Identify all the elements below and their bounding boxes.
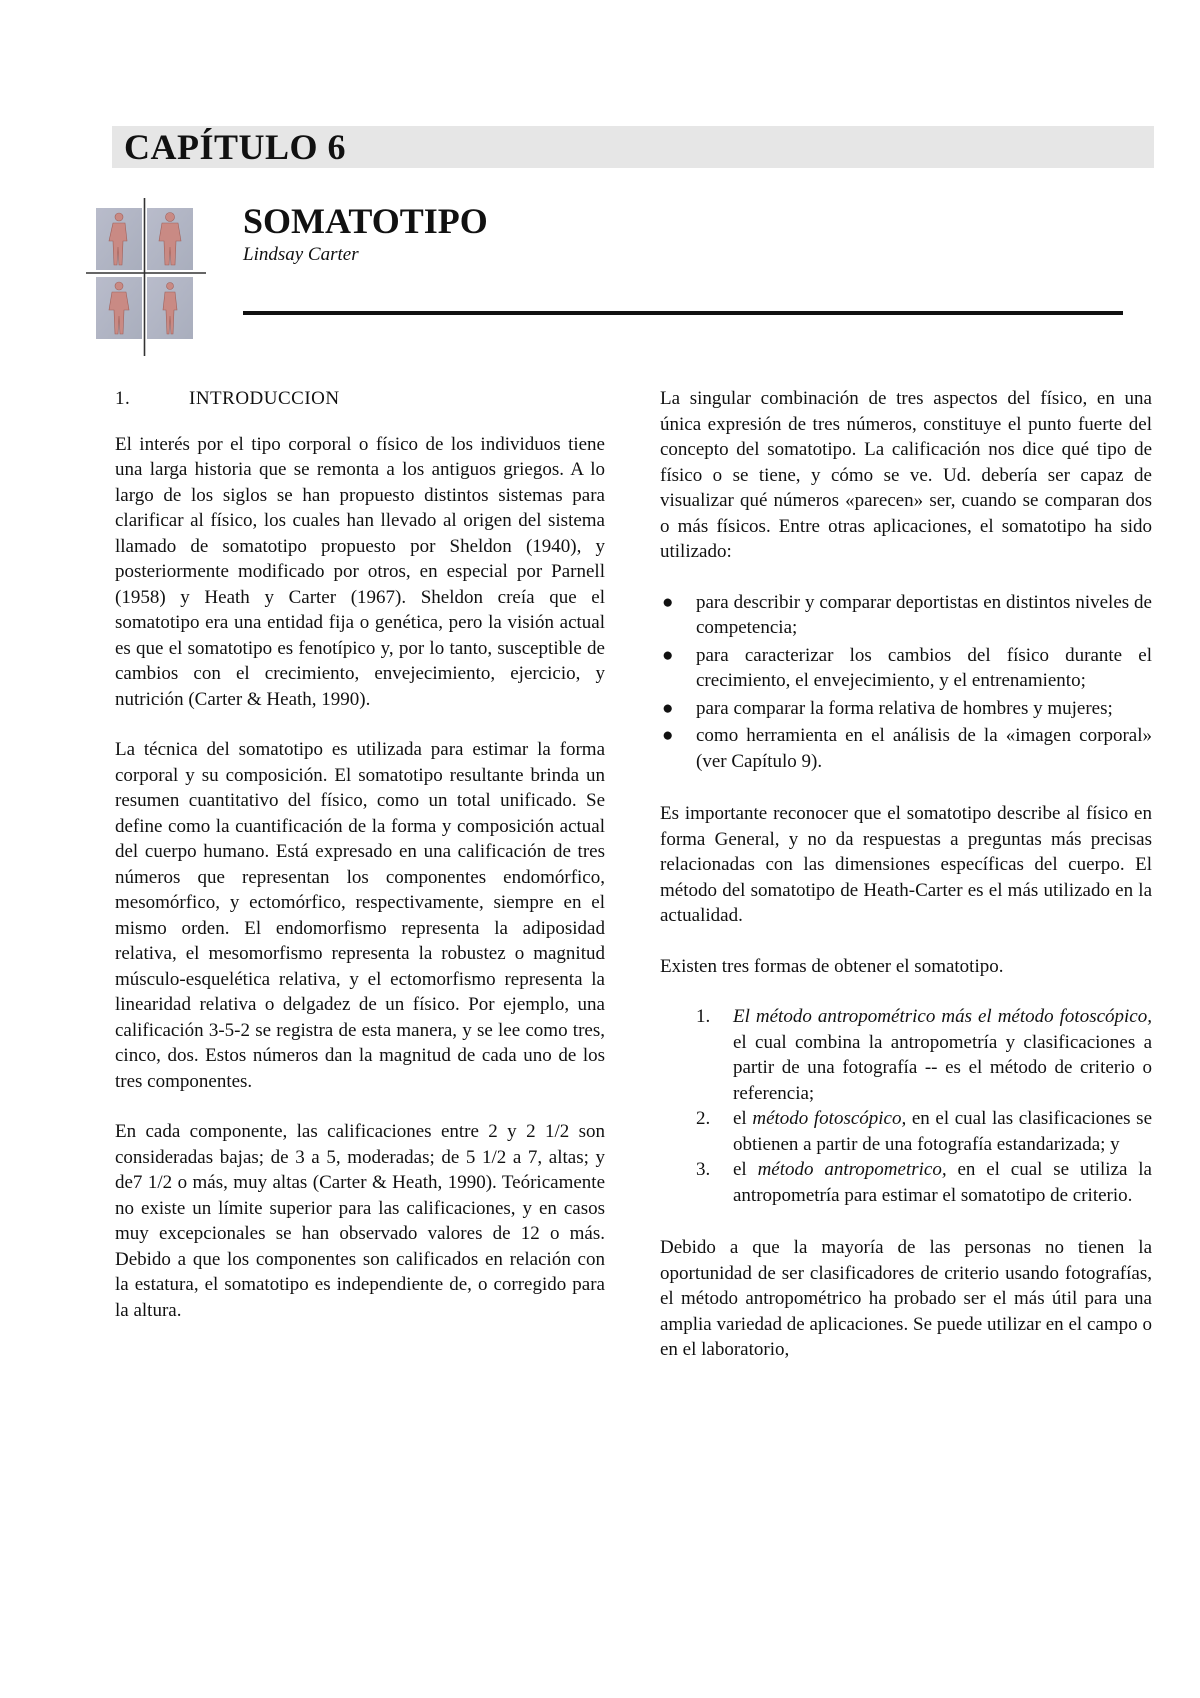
- item-number: 3.: [696, 1159, 711, 1180]
- intro-heading: [115, 386, 605, 412]
- section-title: SOMATOTIPO: [243, 201, 488, 241]
- paragraph: La técnica del somatotipo es utilizada para estimar la forma corporal y su composición. El somatotipo resultante brinda un resumen cuantitativo del físico, como un total unificado. Se define como la cuantificación de la forma y composición actual del cuerpo humano. Está expresado en una calificación de tres números que representan los componentes endomórfico, mesomórfico, y ectomórfico, respectivamente, siempre en el mismo orden. El endomorfismo representa la adiposidad relativa, el mesomorfismo representa la robustez o magnitud músculo-esquelética relativa, y el ectomorfismo representa la linearidad relativa o delgadez de un físico. Por ejemplo, una calificación 3-5-2 se registra de esta manera, y se lee como tres, cinco, dos. Estos números dan la magnitud de cada uno de los tres componentes.: [115, 739, 605, 1092]
- bullet-icon: ●: [662, 697, 674, 719]
- item-number: 2.: [696, 1108, 711, 1129]
- methods-list: [660, 1004, 1152, 1208]
- left-column: [115, 386, 605, 1348]
- right-column: [660, 386, 1152, 1388]
- paragraph: En cada componente, las calificaciones entre 2 y 2 1/2 son consideradas bajas; de 3 a 5, moderadas; de 5 1/2 a 7, altas; y de7 1/2 o más, muy altas (Carter & Heath, 1990). Teóricamente no existe un límite superior para las calificaciones, y en casos muy excepcionales se han observado valores de 12 o más. Debido a que los componentes son calificados en relación con la estatura, el somatotipo es independiente de, o corregido para la altura.: [115, 1121, 605, 1321]
- list-item: 1. El método antropométrico más el método fotoscópico, el cual combina la antropometría y clasificaciones a partir de una fotografía -- es el método de criterio o referencia;: [660, 1004, 1152, 1106]
- item-number: 1.: [696, 1006, 711, 1027]
- bullet-icon: ●: [662, 644, 674, 666]
- paragraph: La singular combinación de tres aspectos del físico, en una única expresión de tres números, constituye el punto fuerte del concepto del somatotipo. La calificación nos dice qué tipo de físico o se tiene, y cómo se ve. Ud. debería ser capaz de visualizar qué números «parecen» ser, cuando se comparan dos o más físicos. Entre otras aplicaciones, el somatotipo ha sido utilizado:: [660, 388, 1152, 562]
- list-item: 2. el método fotoscópico, en el cual las clasificaciones se obtienen a partir de una fotografía estandarizada; y: [660, 1106, 1152, 1157]
- title-divider: [243, 311, 1123, 315]
- paragraph: Existen tres formas de obtener el somatotipo.: [660, 955, 1004, 977]
- list-item: ● como herramienta en el análisis de la «imagen corporal» (ver Capítulo 9).: [662, 725, 1152, 772]
- list-item: ● para comparar la forma relativa de hombres y mujeres;: [660, 696, 1152, 722]
- applications-list: [660, 590, 1152, 775]
- list-item: 3. el método antropometrico, en el cual se utiliza la antropometría para estimar el somatotipo de criterio.: [660, 1157, 1152, 1208]
- heading-text: INTRODUCCION: [189, 388, 340, 409]
- paragraph: Es importante reconocer que el somatotipo describe al físico en forma General, y no da respuestas a preguntas más precisas relacionadas con las dimensiones específicas del cuerpo. El método del somatotipo de Heath-Carter es el más utilizado en la actualidad.: [660, 803, 1152, 926]
- paragraph: Debido a que la mayoría de las personas no tienen la oportunidad de ser clasificadores de criterio usando fotografías, el método antropométrico ha probado ser el más útil para una amplia variedad de aplicaciones. Se puede utilizar en el campo o en el laboratorio,: [660, 1237, 1152, 1360]
- heading-number: 1.: [115, 388, 131, 409]
- somatotype-figures-image: [86, 198, 206, 356]
- author-name: Lindsay Carter: [243, 244, 359, 265]
- chapter-title: CAPÍTULO 6: [124, 127, 347, 167]
- paragraph: El interés por el tipo corporal o físico de los individuos tiene una larga historia que se remonta a los antiguos griegos. A lo largo de los siglos se han propuesto distintos sistemas para clarificar al físico, los cuales han llevado al origen del sistema llamado de somatotipo propuesto por Sheldon (1940), y posteriormente modificado por otros, en especial por Parnell (1958) y Heath y Carter (1967). Sheldon creía que el somatotipo era una entidad fija o genética, pero la visión actual es que el somatotipo es fenotípico y, por lo tanto, susceptible de cambios con el crecimiento, envejecimiento, ejercicio, y nutrición (Carter & Heath, 1990).: [115, 433, 605, 710]
- bullet-icon: ●: [662, 591, 674, 613]
- bullet-icon: ●: [662, 725, 674, 746]
- list-item: ● para caracterizar los cambios del físico durante el crecimiento, el envejecimiento, y el entrenamiento;: [662, 644, 1152, 691]
- list-item: ● para describir y comparar deportistas en distintos niveles de competencia;: [662, 591, 1152, 638]
